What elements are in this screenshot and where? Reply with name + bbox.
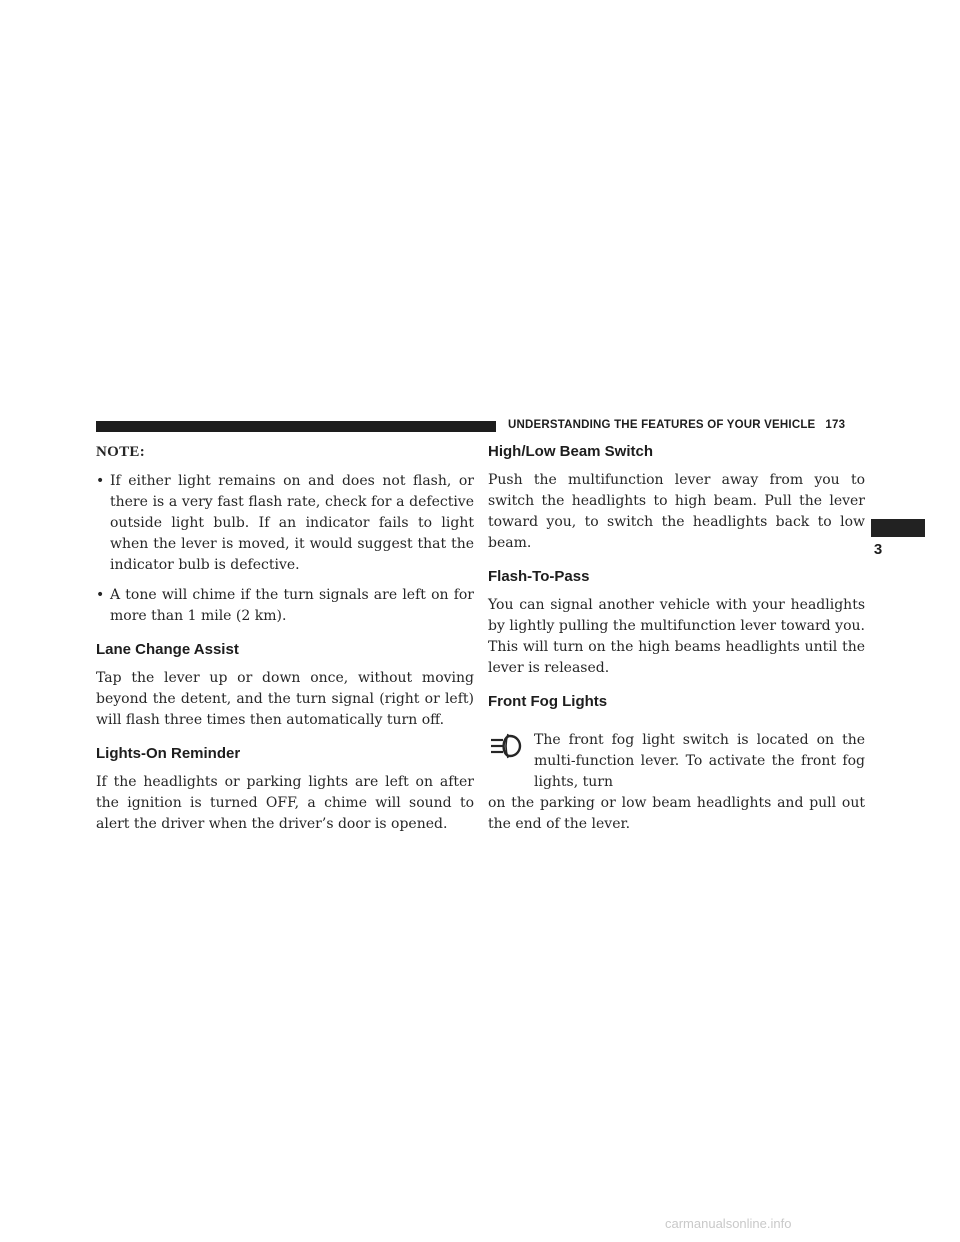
list-item bbox=[96, 471, 474, 576]
lights-on-reminder-text: If the headlights or parking lights are left on after the ignition is turned OFF, a chime will sound to alert the driver when the driver’s door is opened. bbox=[96, 774, 474, 832]
lane-change-assist-text: Tap the lever up or down once, without moving beyond the detent, and the turn signal (right or left) will flash three times then automatically turn off. bbox=[96, 670, 474, 728]
high-low-beam-text: Push the multifunction lever away from you to switch the headlights to high beam. Pull the lever toward you, to switch the headlights back to low beam. bbox=[488, 472, 865, 551]
heading-front-fog-lights: Front Fog Lights bbox=[488, 693, 608, 710]
heading-lane-change-assist: Lane Change Assist bbox=[96, 641, 239, 658]
bullet-icon: • bbox=[96, 587, 105, 603]
right-column bbox=[488, 440, 865, 835]
bullet-icon: • bbox=[96, 473, 105, 489]
front-fog-lights-text-rest: on the parking or low beam headlights and pull out the end of the lever. bbox=[488, 795, 865, 832]
front-fog-light-icon bbox=[488, 732, 524, 760]
flash-to-pass-text: You can signal another vehicle with your headlights by lightly pulling the multifunction lever toward you. This will turn on the high beams headlights until the lever is released. bbox=[488, 597, 865, 676]
front-fog-lights-paragraph bbox=[488, 730, 865, 835]
chapter-tab bbox=[871, 519, 925, 537]
section-title: UNDERSTANDING THE FEATURES OF YOUR VEHICLE bbox=[508, 419, 816, 431]
front-fog-lights-text-first: The front fog light switch is located on the multi-function lever. To activate the front fog lights, turn bbox=[534, 732, 865, 790]
footer-watermark: carmanualsonline.info bbox=[665, 1216, 792, 1231]
heading-high-low-beam-switch: High/Low Beam Switch bbox=[488, 443, 654, 460]
list-item bbox=[96, 585, 474, 627]
bullet-text: If either light remains on and does not flash, or there is a very fast flash rate, check for a defective outside light bulb. If an indicator fails to light when the lever is moved, it would suggest that the indicator bulb is defective. bbox=[110, 473, 474, 573]
header-rule bbox=[96, 421, 496, 432]
bullet-text: A tone will chime if the turn signals are left on for more than 1 mile (2 km). bbox=[110, 587, 474, 624]
page-number: 173 bbox=[825, 419, 846, 431]
chapter-number: 3 bbox=[873, 541, 883, 558]
note-label: NOTE: bbox=[96, 444, 146, 460]
note-bullets bbox=[96, 471, 474, 627]
left-column bbox=[96, 440, 474, 835]
running-header bbox=[508, 419, 845, 431]
heading-flash-to-pass: Flash-To-Pass bbox=[488, 568, 590, 585]
heading-lights-on-reminder: Lights-On Reminder bbox=[96, 745, 241, 762]
